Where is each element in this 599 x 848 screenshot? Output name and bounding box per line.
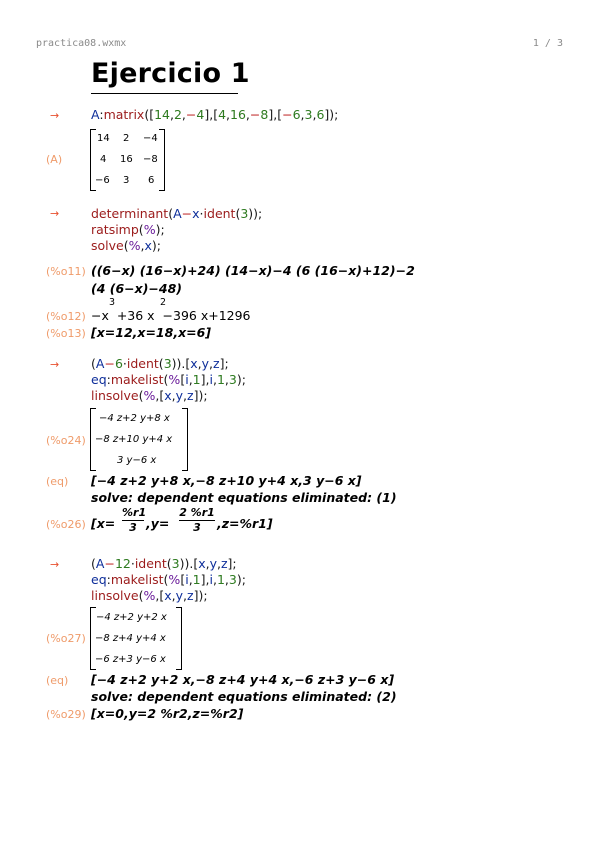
output-label-o11: (%o11) xyxy=(46,265,86,278)
matrix-cell: −4 z+2 y+2 x xyxy=(96,612,167,623)
numerator: 2 %r1 xyxy=(179,506,215,519)
column-matrix-o24 xyxy=(90,408,188,471)
matrix-cell: 4 xyxy=(100,154,107,165)
input-cell-3[interactable]: (A−6·ident(3)).[x,y,z]; eq:makelist(%[i,1],i,1,3); linsolve(%,[x,y,z]); xyxy=(91,356,246,403)
matrix-cell: −6 z+3 y−6 x xyxy=(95,654,166,665)
solve-message-1: solve: dependent equations eliminated: (1) xyxy=(91,490,397,505)
output-o11-line1: ((6−x) (16−x)+24) (14−x)−4 (6 (16−x)+12)−2 xyxy=(91,263,415,278)
output-label-o26: (%o26) xyxy=(46,518,86,531)
input-cell-1[interactable]: A:matrix([14,2,−4],[4,16,−8],[−6,3,6]); xyxy=(91,107,339,122)
output-o11-line2: (4 (6−x)−48) xyxy=(91,281,183,296)
input-arrow-icon[interactable]: → xyxy=(50,558,60,571)
matrix-cell: −6 xyxy=(95,175,110,186)
output-label-o29: (%o29) xyxy=(46,708,86,721)
matrix-cell: −8 z+4 y+4 x xyxy=(95,633,166,644)
output-label-eq: (eq) xyxy=(46,475,69,488)
input-arrow-icon[interactable]: → xyxy=(50,109,60,122)
section-title[interactable]: Ejercicio 1 xyxy=(91,58,250,89)
output-eq-1: [−4 z+2 y+8 x,−8 z+10 y+4 x,3 y−6 x] xyxy=(91,473,362,488)
output-o12: −x +36 x −396 x+1296 xyxy=(91,308,251,323)
matrix-cell: 16 xyxy=(120,154,133,165)
matrix-cell: 14 xyxy=(97,133,110,144)
input-arrow-icon[interactable]: → xyxy=(50,358,60,371)
matrix-cell: −4 xyxy=(143,133,158,144)
matrix-cell: 2 xyxy=(123,133,130,144)
matrix-A xyxy=(90,129,165,191)
output-label-o27: (%o27) xyxy=(46,632,86,645)
exponent: 3 xyxy=(109,297,116,308)
matrix-cell: −8 z+10 y+4 x xyxy=(95,434,173,445)
right-bracket xyxy=(176,607,182,670)
matrix-cell: −4 z+2 y+8 x xyxy=(99,413,170,424)
right-bracket xyxy=(182,408,188,471)
output-label-o13: (%o13) xyxy=(46,327,86,340)
output-o26-start: [x= xyxy=(91,516,116,531)
output-o29: [x=0,y=2 %r2,z=%r2] xyxy=(91,706,244,721)
fraction-r1-over-3 xyxy=(122,506,147,534)
denominator: 3 xyxy=(122,520,144,534)
column-matrix-o27 xyxy=(90,607,182,670)
output-o26-end: ,z=%r1] xyxy=(217,516,273,531)
output-label-eq: (eq) xyxy=(46,674,69,687)
right-bracket xyxy=(159,129,165,191)
matrix-cell: 6 xyxy=(148,175,155,186)
exponent: 2 xyxy=(160,297,167,308)
fraction-2r1-over-3 xyxy=(179,506,215,534)
input-cell-2[interactable]: determinant(A−x·ident(3)); ratsimp(%); solve(%,x); xyxy=(91,206,263,253)
denominator: 3 xyxy=(179,520,215,534)
matrix-cell: 3 xyxy=(123,175,130,186)
output-label-o12: (%o12) xyxy=(46,310,86,323)
page-indicator: 1 / 3 xyxy=(532,38,563,49)
output-o26-mid: ,y= xyxy=(146,516,170,531)
input-arrow-icon[interactable]: → xyxy=(50,207,60,220)
matrix-cell: −8 xyxy=(143,154,158,165)
numerator: %r1 xyxy=(122,506,147,519)
output-label-o24: (%o24) xyxy=(46,434,86,447)
file-name: practica08.wxmx xyxy=(36,38,127,49)
input-cell-4[interactable]: (A−12·ident(3)).[x,y,z]; eq:makelist(%[i,1],i,1,3); linsolve(%,[x,y,z]); xyxy=(91,556,246,603)
solve-message-2: solve: dependent equations eliminated: (2) xyxy=(91,689,397,704)
output-label-A: (A) xyxy=(46,153,63,166)
matrix-cell: 3 y−6 x xyxy=(117,455,157,466)
output-o13: [x=12,x=18,x=6] xyxy=(91,325,212,340)
title-underline xyxy=(91,93,238,94)
output-eq-2: [−4 z+2 y+2 x,−8 z+4 y+4 x,−6 z+3 y−6 x] xyxy=(91,672,395,687)
